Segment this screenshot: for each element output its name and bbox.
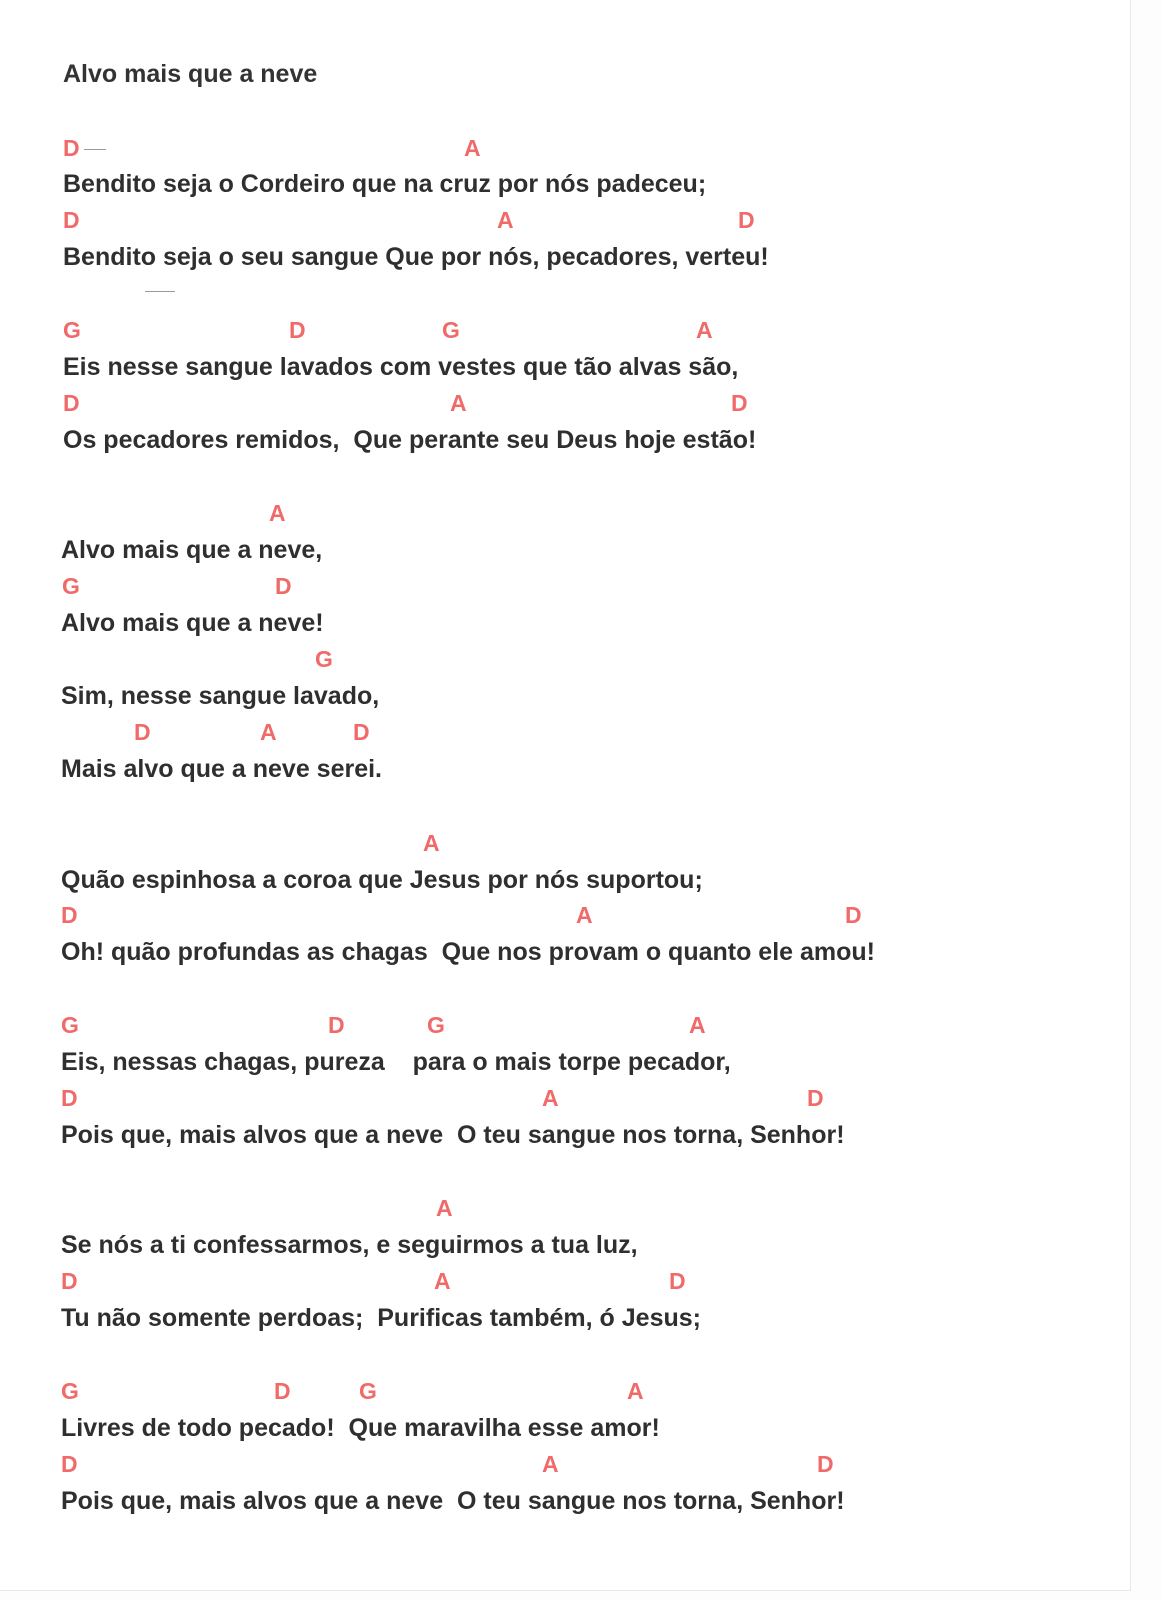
chord: D — [353, 719, 370, 745]
chord: G — [315, 646, 333, 672]
chord: D — [738, 207, 755, 233]
chord: A — [576, 902, 593, 928]
chord: D — [63, 390, 80, 416]
chord: A — [689, 1012, 706, 1038]
chord: A — [450, 390, 467, 416]
chord: G — [427, 1012, 445, 1038]
chord: D — [61, 1085, 78, 1111]
chord: D — [289, 317, 306, 343]
chord: D — [61, 1268, 78, 1294]
chord: G — [63, 317, 81, 343]
chord: D — [328, 1012, 345, 1038]
chord: D — [63, 135, 80, 161]
lyric-line: Mais alvo que a neve serei. — [61, 755, 382, 783]
chord: D — [731, 390, 748, 416]
chord: G — [61, 1012, 79, 1038]
lyric-line: Alvo mais que a neve, — [61, 536, 323, 564]
chord: D — [134, 719, 151, 745]
chord: A — [542, 1085, 559, 1111]
chord: D — [669, 1268, 686, 1294]
chord: G — [359, 1378, 377, 1404]
lyric-line: Se nós a ti confessarmos, e seguirmos a tua luz, — [61, 1231, 638, 1259]
chord: G — [442, 317, 460, 343]
lyric-line: Eis nesse sangue lavados com vestes que tão alvas são, — [63, 353, 739, 381]
chord: D — [275, 573, 292, 599]
chord: A — [436, 1195, 453, 1221]
chord: A — [542, 1451, 559, 1477]
chord: A — [464, 135, 481, 161]
lyric-line: Livres de todo pecado! Que maravilha esse amor! — [61, 1414, 660, 1442]
lyric-line: Alvo mais que a neve! — [61, 609, 324, 637]
chord: G — [61, 1378, 79, 1404]
chord: A — [497, 207, 514, 233]
chord: D — [807, 1085, 824, 1111]
lyric-line: Os pecadores remidos, Que perante seu Deus hoje estão! — [63, 426, 757, 454]
song-title: Alvo mais que a neve — [63, 60, 318, 88]
chord: G — [62, 573, 80, 599]
chord: A — [423, 830, 440, 856]
lyric-line: Sim, nesse sangue lavado, — [61, 682, 380, 710]
chord: A — [269, 500, 286, 526]
chord: D — [845, 902, 862, 928]
chord: D — [61, 902, 78, 928]
paper-speck — [84, 149, 106, 150]
lyric-line: Pois que, mais alvos que a neve O teu sangue nos torna, Senhor! — [61, 1121, 845, 1149]
paper-speck — [145, 291, 175, 292]
lyric-line: Quão espinhosa a coroa que Jesus por nós suportou; — [61, 866, 703, 894]
lyric-line: Eis, nessas chagas, pureza para o mais torpe pecador, — [61, 1048, 731, 1076]
lyric-line: Tu não somente perdoas; Purificas também, ó Jesus; — [61, 1304, 701, 1332]
chord: D — [61, 1451, 78, 1477]
lyric-line: Bendito seja o seu sangue Que por nós, pecadores, verteu! — [63, 243, 769, 271]
chord: A — [627, 1378, 644, 1404]
chord: A — [434, 1268, 451, 1294]
lyric-line: Pois que, mais alvos que a neve O teu sangue nos torna, Senhor! — [61, 1487, 845, 1515]
lyric-line: Bendito seja o Cordeiro que na cruz por nós padeceu; — [63, 170, 707, 198]
chord: D — [274, 1378, 291, 1404]
chord: A — [260, 719, 277, 745]
chord: A — [696, 317, 713, 343]
chord: D — [817, 1451, 834, 1477]
chord: D — [63, 207, 80, 233]
lyric-line: Oh! quão profundas as chagas Que nos provam o quanto ele amou! — [61, 938, 876, 966]
